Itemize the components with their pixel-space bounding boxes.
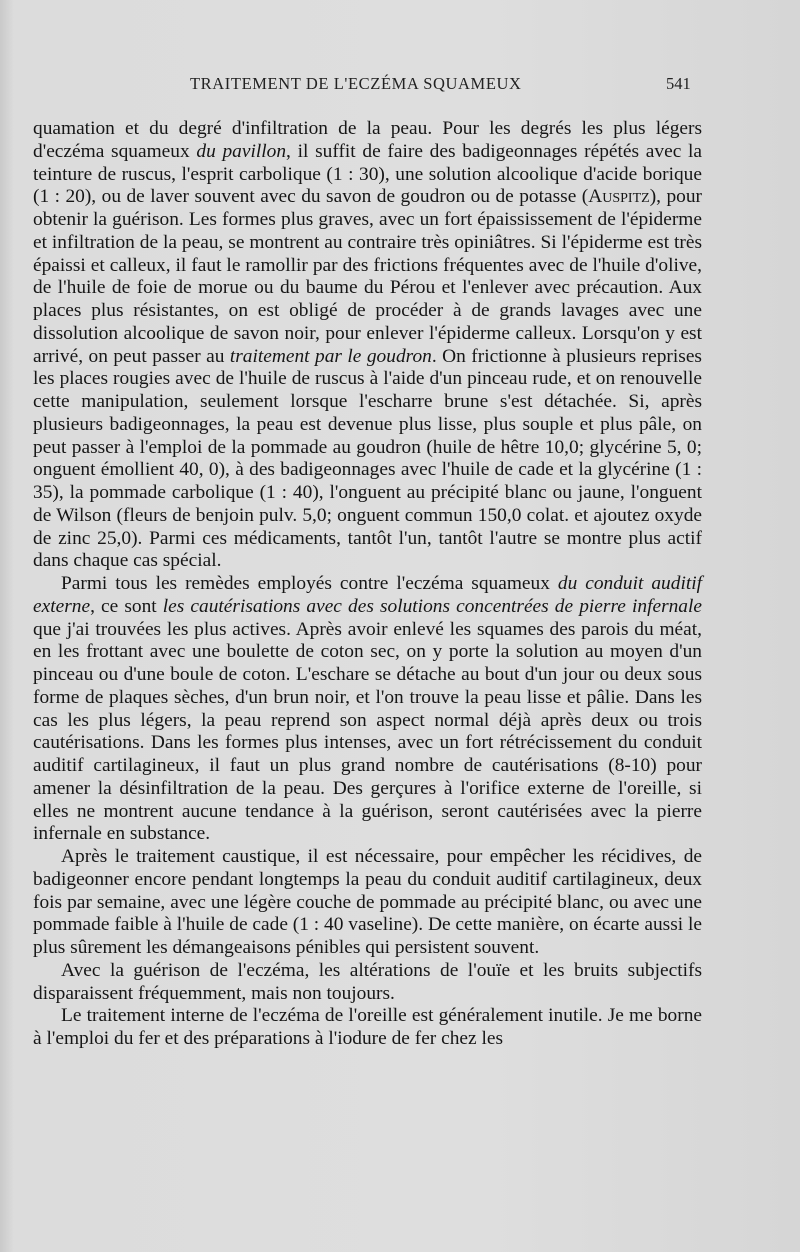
p1-text-g: . On frictionne à plusieurs reprises les places rougies avec de l'huile de ruscus à l'aide d'un pinceau rude, et on renouvelle cette manipulation, seulement lorsque l'escharre brune s'est détachée. Si, après plusieurs badigeonnages, la peau est devenue plus lisse, plus souple et plus pâle, on peut passer à l'emploi de la pommade au goudron (huile de hêtre 10,0; glycérine 5, 0; onguent émollient 40, 0), à des badigeonnages avec l'huile de cade et la glycérine (1 : 35), la pommade carbolique (1 : 40), l'onguent au précipité blanc ou jaune, l'onguent de Wilson (fleurs de benjoin pulv. 5,0; onguent commun 150,0 colat. et ajoutez oxyde de zinc 25,0). Parmi ces médicaments, tantôt l'un, tantôt l'autre se montre plus actif dans chaque cas spécial.	[33, 345, 702, 572]
paragraph-5: Le traitement interne de l'eczéma de l'oreille est généralement inutile. Je me borne à l'emploi du fer et des préparations à l'iodure de fer chez les	[33, 1005, 702, 1049]
p2-text-e: que j'ai trouvées les plus actives. Après avoir enlevé les squames des parois du méat, en les frottant avec une boulette de coton sec, on y porte la solution au moyen d'un pinceau ou d'une boule de coton. L'eschare se détache au bout d'un jour ou deux sous forme de plaques sèches, d'un brun noir, et l'on trouve la peau lisse et pâlie. Dans les cas les plus légers, la peau reprend son aspect normal déjà après deux ou trois cautérisations. Dans les formes plus intenses, avec un fort rétrécissement du conduit auditif cartilagineux, il faut un plus grand nombre de cautérisations (8-10) pour amener la désinfiltration de la peau. Des gerçures à l'orifice externe de l'oreille, si elles ne montrent aucune tendance à la guérison, seront cautérisées avec la pierre infernale en substance.	[33, 618, 702, 845]
p1-text-c: , il suffit de faire des badigeonnages répétés avec la teinture de ruscus, l'esprit carbolique (1 : 30), une solution alcoolique d'acide borique (1 : 20), ou de laver souvent avec du savon de goudron ou de potasse (	[33, 140, 703, 208]
p2-text-c: , ce sont	[90, 595, 163, 617]
body-text	[33, 118, 702, 1051]
page-header	[0, 74, 800, 104]
p1-text-a: quamation et du degré d'infiltration de la peau. Pour les degrés les plus légers d'eczéma squameux	[33, 118, 702, 162]
paragraph-1	[33, 118, 702, 573]
p1-author-auspitz: Auspitz	[588, 186, 650, 208]
paragraph-4: Avec la guérison de l'eczéma, les altérations de l'ouïe et les bruits subjectifs disparaissent fréquemment, mais non toujours.	[33, 959, 702, 1004]
p2-italic-conduit: du conduit auditif externe	[33, 573, 702, 617]
page-number: 541	[666, 74, 691, 93]
paragraph-2	[33, 573, 702, 846]
paragraph-3: Après le traitement caustique, il est nécessaire, pour empêcher les récidives, de badigeonner encore pendant longtemps la peau du conduit auditif cartilagineux, deux fois par semaine, avec une légère couche de pommade au précipité blanc, ou avec une pommade faible à l'huile de cade (1 : 40 vaseline). De cette manière, on écarte aussi le plus sûrement les démangeaisons pénibles qui persistent souvent.	[33, 846, 702, 958]
running-title: TRAITEMENT DE L'ECZÉMA SQUAMEUX	[190, 74, 522, 93]
p1-italic-pavillon: du pavillon	[196, 140, 287, 162]
p1-text-e: ), pour obtenir la guérison. Les formes plus graves, avec un fort épaississement de l'épiderme et infiltration de la peau, se montrent au contraire très opiniâtres. Si l'épiderme est très épaissi et calleux, il faut le ramollir par des frictions fréquentes avec de l'huile d'olive, de l'huile de foie de morue ou du baume du Pérou et l'enlever avec précaution. Aux places plus résistantes, on est obligé de procéder à de grands lavages avec une dissolution alcoolique de savon noir, pour enlever l'épiderme calleux. Lorsqu'on y est arrivé, on peut passer au	[33, 186, 702, 367]
p2-text-a: Parmi tous les remèdes employés contre l'eczéma squameux	[61, 573, 558, 594]
p2-italic-cauterisations: les cautérisations avec des solutions concentrées de pierre infernale	[162, 595, 702, 617]
p1-italic-goudron: traitement par le goudron	[229, 345, 432, 367]
